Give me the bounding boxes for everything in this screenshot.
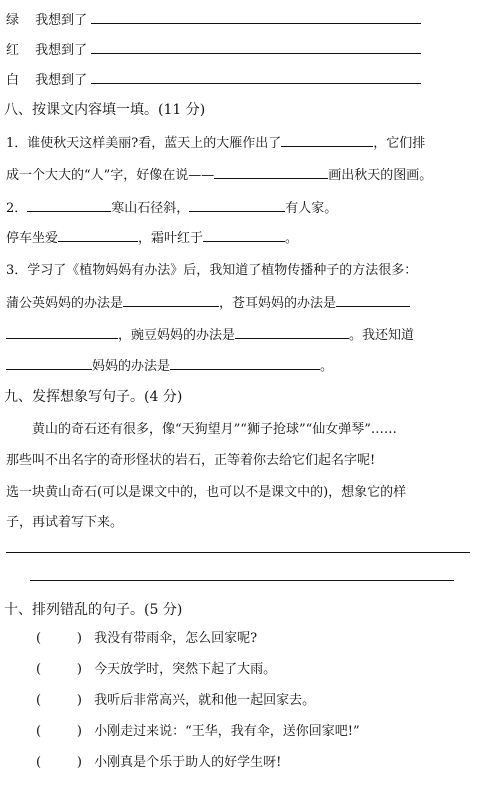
- color-label: 白: [6, 73, 20, 88]
- s9-paragraph-line1: 黄山的奇石还有很多，像“天狗望月”“狮子抢球”“仙女弹琴”……: [32, 422, 397, 437]
- order-slot[interactable]: [36, 754, 82, 772]
- answer-blank[interactable]: [203, 229, 285, 242]
- s8-q3-line2: [6, 294, 410, 313]
- answer-blank[interactable]: [214, 166, 328, 179]
- answer-blank[interactable]: [27, 199, 111, 212]
- q3-text-cont: 。我还知道: [349, 328, 415, 343]
- answer-blank[interactable]: [91, 71, 421, 84]
- paren-open: (: [36, 662, 42, 677]
- ordering-sentence: 我听后非常高兴，就和他一起回家去。: [94, 693, 316, 708]
- answer-blank[interactable]: [91, 11, 421, 24]
- paren-close: ): [76, 662, 82, 677]
- writing-line[interactable]: [30, 580, 454, 581]
- s9-paragraph-line4: 子，再试着写下来。: [6, 515, 124, 530]
- section-9-title: 九、发挥想象写句子。(4 分): [4, 389, 183, 405]
- color-label: 绿: [6, 13, 20, 28]
- q2-text-end: 。: [285, 231, 299, 246]
- answer-blank[interactable]: [6, 326, 118, 339]
- ordering-item: [36, 754, 281, 772]
- section-8-title: 八、按课文内容填一填。(11 分): [4, 102, 206, 118]
- q1-text-cont: ，它们排: [373, 136, 426, 151]
- q3-text: ，豌豆妈妈的办法是: [118, 328, 236, 343]
- q1-text: 1．谁使秋天这样美丽?看，蓝天上的大雁作出了: [6, 136, 282, 151]
- order-slot[interactable]: [36, 661, 82, 679]
- q2-text-cont: ，霜叶红于: [138, 231, 204, 246]
- answer-blank[interactable]: [189, 199, 285, 212]
- answer-blank[interactable]: [281, 134, 373, 147]
- writing-line[interactable]: [6, 552, 470, 553]
- q2-text: 寒山石径斜，: [111, 201, 190, 216]
- ordering-sentence: 小刚真是个乐于助人的好学生呀!: [94, 755, 282, 770]
- paren-close: ): [76, 631, 82, 646]
- paren-open: (: [36, 724, 42, 739]
- row-prompt: 我想到了: [35, 73, 88, 88]
- paren-close: ): [76, 693, 82, 708]
- answer-blank[interactable]: [58, 229, 138, 242]
- q2-text: 停车坐爱: [6, 231, 59, 246]
- q1-text-cont: 画出秋天的图画。: [328, 168, 433, 183]
- answer-blank[interactable]: [123, 294, 219, 307]
- color-row-red: [6, 41, 421, 60]
- s8-q2-line2: [6, 229, 298, 248]
- answer-blank[interactable]: [336, 294, 410, 307]
- row-prompt: 我想到了: [35, 13, 88, 28]
- q1-text: 成一个大大的“人”字，好像在说——: [6, 168, 215, 183]
- q3-text: 妈妈的办法是: [92, 359, 171, 374]
- order-slot[interactable]: [36, 630, 82, 648]
- color-row-white: [6, 71, 421, 90]
- s8-q1-line2: [6, 166, 432, 185]
- row-prompt: 我想到了: [35, 43, 88, 58]
- s8-q1-line1: [6, 134, 425, 153]
- ordering-sentence: 小刚走过来说：“王华，我有伞，送你回家吧!”: [94, 724, 360, 739]
- answer-blank[interactable]: [235, 326, 349, 339]
- q3-text-cont: ，苍耳妈妈的办法是: [219, 296, 337, 311]
- s8-q3-line1: 3．学习了《植物妈妈有办法》后，我知道了植物传播种子的方法很多：: [6, 263, 418, 278]
- q3-text-end: 。: [320, 359, 334, 374]
- ordering-item: [36, 723, 360, 741]
- s8-q3-line3: [6, 326, 414, 345]
- paren-close: ): [76, 724, 82, 739]
- ordering-item: [36, 630, 257, 648]
- answer-blank[interactable]: [6, 357, 92, 370]
- paren-open: (: [36, 693, 42, 708]
- q2-text-cont: 有人家。: [285, 201, 338, 216]
- s9-paragraph-line2: 那些叫不出名字的奇形怪状的岩石，正等着你去给它们起名字呢!: [6, 453, 376, 468]
- q2-number: 2．: [6, 201, 28, 216]
- order-slot[interactable]: [36, 692, 82, 710]
- answer-blank[interactable]: [91, 41, 421, 54]
- paren-close: ): [76, 755, 82, 770]
- ordering-item: [36, 692, 315, 710]
- ordering-sentence: 今天放学时，突然下起了大雨。: [94, 662, 277, 677]
- answer-blank[interactable]: [170, 357, 320, 370]
- ordering-sentence: 我没有带雨伞，怎么回家呢?: [94, 631, 258, 646]
- ordering-item: [36, 661, 276, 679]
- color-row-green: [6, 11, 421, 30]
- s8-q2-line1: [6, 199, 337, 218]
- section-10-title: 十、排列错乱的句子。(5 分): [4, 602, 183, 618]
- s9-paragraph-line3: 选一块黄山奇石(可以是课文中的，也可以不是课文中的)，想象它的样: [6, 485, 407, 500]
- s8-q3-line4: [6, 357, 333, 376]
- q3-text: 蒲公英妈妈的办法是: [6, 296, 124, 311]
- paren-open: (: [36, 631, 42, 646]
- color-label: 红: [6, 43, 20, 58]
- paren-open: (: [36, 755, 42, 770]
- order-slot[interactable]: [36, 723, 82, 741]
